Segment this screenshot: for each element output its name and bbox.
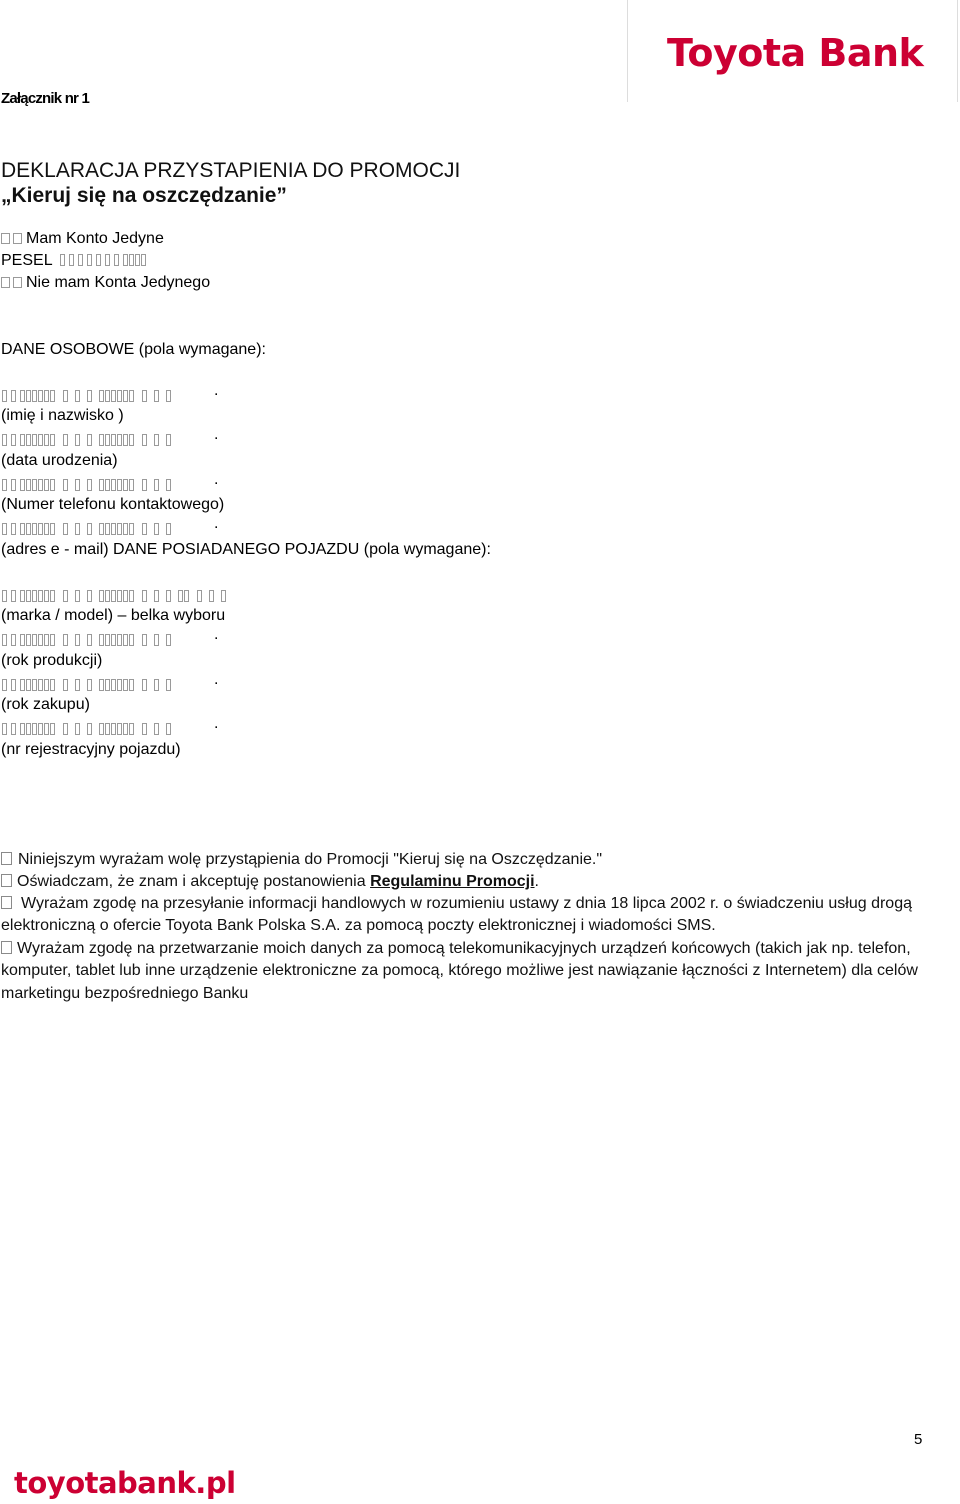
name-caption: (imię i nazwisko ) bbox=[1, 407, 124, 424]
production-year-caption: (rok produkcji) bbox=[1, 652, 103, 669]
phone-caption: (Numer telefonu kontaktowego) bbox=[1, 496, 225, 513]
consent-telecom-text: Wyrażam zgodę na przetwarzanie moich danych za pomocą telekomunikacyjnych urządzeń końcowych (takich jak np. telefon, komputer, tablet lub inne urządzenie elektroniczne za pomocą, którego możliwe jest nawiązanie łączności z Internetem) dla celów marketingu bezpośredniego Banku bbox=[1, 940, 918, 1002]
header-divider-right bbox=[957, 0, 958, 102]
title-line-2: „Kieruj się na oszczędzanie” bbox=[1, 184, 287, 207]
consent-regulations-end: . bbox=[534, 873, 539, 890]
email-caption: (adres e - mail) DANE POSIADANEGO POJAZDU (pola wymagane): bbox=[1, 541, 491, 558]
header-divider-left bbox=[627, 0, 628, 102]
consent-telecom bbox=[1, 938, 931, 1005]
birth-date-input[interactable]: . bbox=[2, 432, 175, 444]
checkbox-icon[interactable] bbox=[1, 233, 10, 244]
consent-marketing-email-checkbox[interactable] bbox=[1, 896, 12, 909]
brand-model-caption: (marka / model) – belka wyboru bbox=[1, 607, 226, 624]
birth-date-caption: (data urodzenia) bbox=[1, 452, 118, 469]
brand-model-input[interactable] bbox=[2, 588, 230, 600]
title-line-1: DEKLARACJA PRZYSTAPIENIA DO PROMOCJI bbox=[1, 159, 461, 182]
checkbox-icon[interactable] bbox=[1, 277, 10, 288]
no-account-option[interactable] bbox=[1, 273, 210, 293]
purchase-year-caption: (rok zakupu) bbox=[1, 696, 90, 713]
website-logo[interactable]: toyotabank.pl bbox=[14, 1466, 236, 1500]
consent-marketing-email-text: Wyrażam zgodę na przesyłanie informacji handlowych w rozumieniu ustawy z dnia 18 lipca 2002 r. o świadczeniu usług drogą elektroniczną o ofercie Toyota Bank Polska S.A. za pomocą poczty elektronicznej i wiadomości SMS. bbox=[1, 895, 912, 935]
has-account-option[interactable] bbox=[1, 229, 164, 249]
checkbox-icon bbox=[13, 277, 22, 288]
production-year-input[interactable]: . bbox=[2, 632, 175, 644]
pesel-label: PESEL bbox=[1, 252, 52, 269]
registration-number-input[interactable]: . bbox=[2, 721, 175, 733]
page-number: 5 bbox=[914, 1431, 923, 1448]
toyota-bank-logo: Toyota Bank bbox=[667, 31, 924, 75]
pesel-row bbox=[1, 251, 147, 271]
has-account-label: Mam Konto Jedyne bbox=[26, 230, 164, 247]
phone-input[interactable]: . bbox=[2, 477, 175, 489]
consent-participation-text: Niniejszym wyrażam wolę przystąpienia do Promocji "Kieruj się na Oszczędzanie." bbox=[18, 851, 603, 868]
email-input[interactable]: . bbox=[2, 521, 175, 533]
consent-marketing-email bbox=[1, 893, 931, 938]
checkbox-icon bbox=[13, 233, 22, 244]
name-input[interactable]: . bbox=[2, 388, 175, 400]
attachment-label: Załącznik nr 1 bbox=[1, 90, 90, 107]
registration-number-caption: (nr rejestracyjny pojazdu) bbox=[1, 741, 181, 758]
pesel-input[interactable] bbox=[60, 252, 147, 269]
page-title bbox=[1, 158, 460, 208]
regulations-link[interactable]: Regulaminu Promocji bbox=[370, 873, 535, 890]
consent-regulations-checkbox[interactable] bbox=[1, 874, 12, 887]
consent-regulations-text: Oświadczam, że znam i akceptuję postanowienia bbox=[17, 873, 371, 890]
personal-data-title: DANE OSOBOWE (pola wymagane): bbox=[1, 341, 266, 358]
no-account-label: Nie mam Konta Jedynego bbox=[26, 274, 211, 291]
consent-telecom-checkbox[interactable] bbox=[1, 941, 12, 954]
consent-participation-checkbox[interactable] bbox=[1, 852, 12, 865]
purchase-year-input[interactable]: . bbox=[2, 677, 175, 689]
consent-regulations bbox=[1, 871, 931, 893]
consent-participation bbox=[1, 849, 931, 871]
